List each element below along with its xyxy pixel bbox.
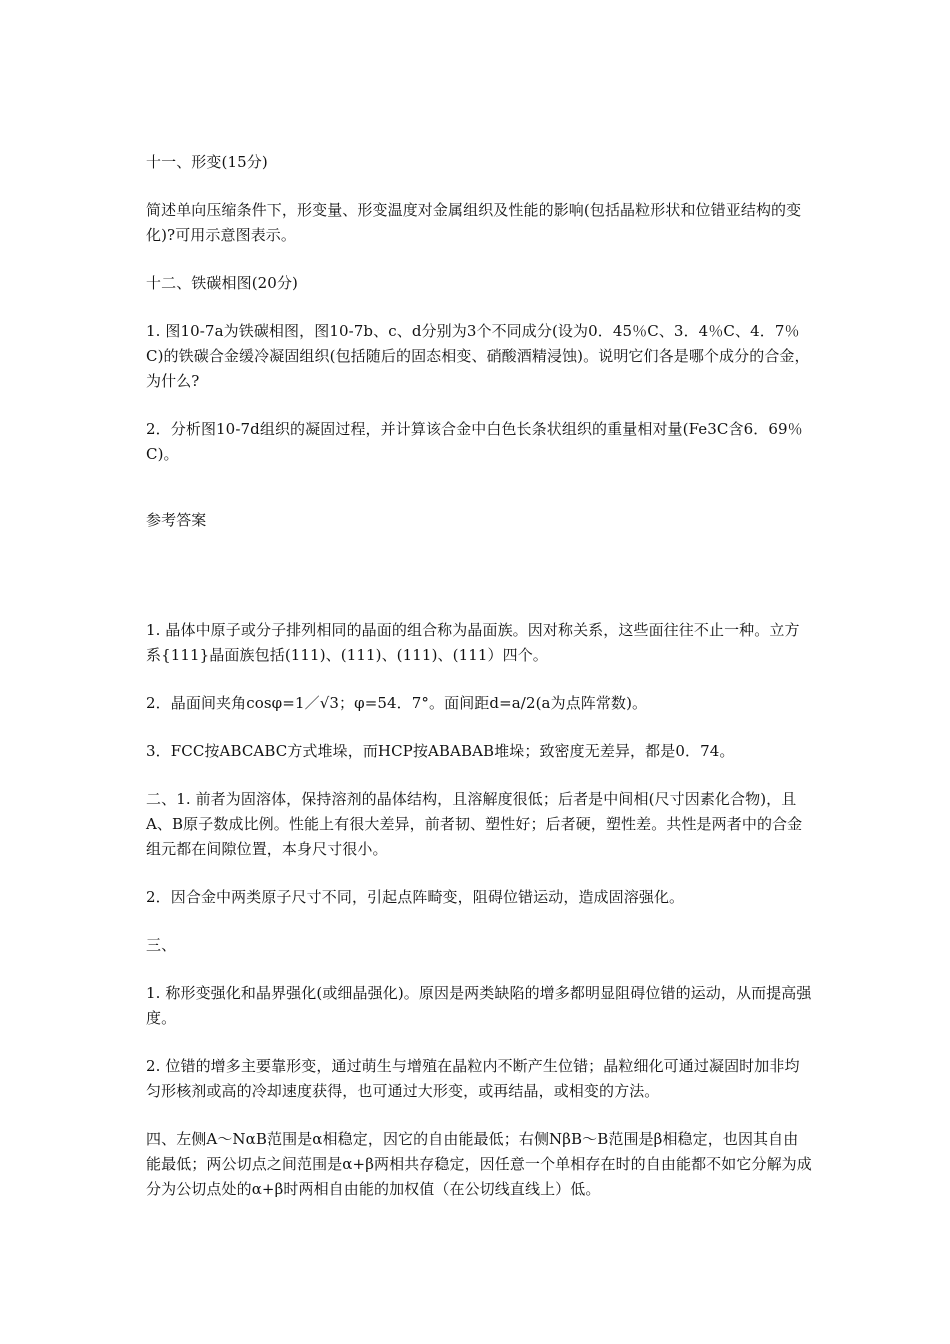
spacer [146,556,812,618]
section-12-title: 十二、铁碳相图(20分) [146,274,298,292]
answer-1-3: 3．FCC按ABCABC方式堆垛，而HCP按ABABAB堆垛；致密度无差异，都是0．74。 [146,742,735,760]
document-body [146,150,812,1225]
answers-title: 参考答案 [146,511,207,529]
answer-1-1: 1. 晶体中原子或分子排列相同的晶面的组合称为晶面族。因对称关系，这些面往往不止一种。立方系{111}晶面族包括(111)、(111)、(111)、(111）四个。 [146,621,800,664]
answer-3-2: 2. 位错的增多主要靠形变，通过萌生与增殖在晶粒内不断产生位错；晶粒细化可通过凝固时加非均匀形核剂或高的冷却速度获得，也可通过大形变，或再结晶，或相变的方法。 [146,1057,800,1100]
answer-2-1: 二、1. 前者为固溶体，保持溶剂的晶体结构，且溶解度很低；后者是中间相(尺寸因素化合物)，且A、B原子数成比例。性能上有很大差异，前者韧、塑性好；后者硬，塑性差。共性是两者中的合金组元都在间隙位置，本身尺寸很小。 [146,790,803,858]
section-11-title: 十一、形变(15分) [146,153,268,171]
answer-1-2: 2．晶面间夹角cosφ=1／√3；φ=54．7°。面间距d=a/2(a为点阵常数)。 [146,694,648,712]
answer-4: 四、左侧A～NαB范围是α相稳定，因它的自由能最低；右侧NβB～B范围是β相稳定，也因其自由能最低；两公切点之间范围是α+β两相共存稳定，因任意一个单相存在时的自由能都不如它分解为成分为公切点处的α+β时两相自由能的加权值（在公切线直线上）低。 [146,1130,812,1198]
spacer [146,490,812,508]
section-12-question-2: 2．分析图10-7d组织的凝固过程，并计算该合金中白色长条状组织的重量相对量(Fe3C含6．69％C)。 [146,420,803,463]
answer-3-1: 1. 称形变强化和晶界强化(或细晶强化)。原因是两类缺陷的增多都明显阻碍位错的运动，从而提高强度。 [146,984,812,1027]
section-12-question-1: 1. 图10-7a为铁碳相图，图10-7b、c、d分别为3个不同成分(设为0．45％C、3．4％C、4．7％C)的铁碳合金缓冷凝固组织(包括随后的固态相变、硝酸酒精浸蚀)。说明它们各是哪个成分的合金，为什么? [146,322,810,390]
answer-2-2: 2．因合金中两类原子尺寸不同，引起点阵畸变，阻碍位错运动，造成固溶强化。 [146,888,685,906]
answer-3-title: 三、 [146,936,177,954]
section-11-body: 简述单向压缩条件下，形变量、形变温度对金属组织及性能的影响(包括晶粒形状和位错亚结构的变化)?可用示意图表示。 [146,201,802,244]
